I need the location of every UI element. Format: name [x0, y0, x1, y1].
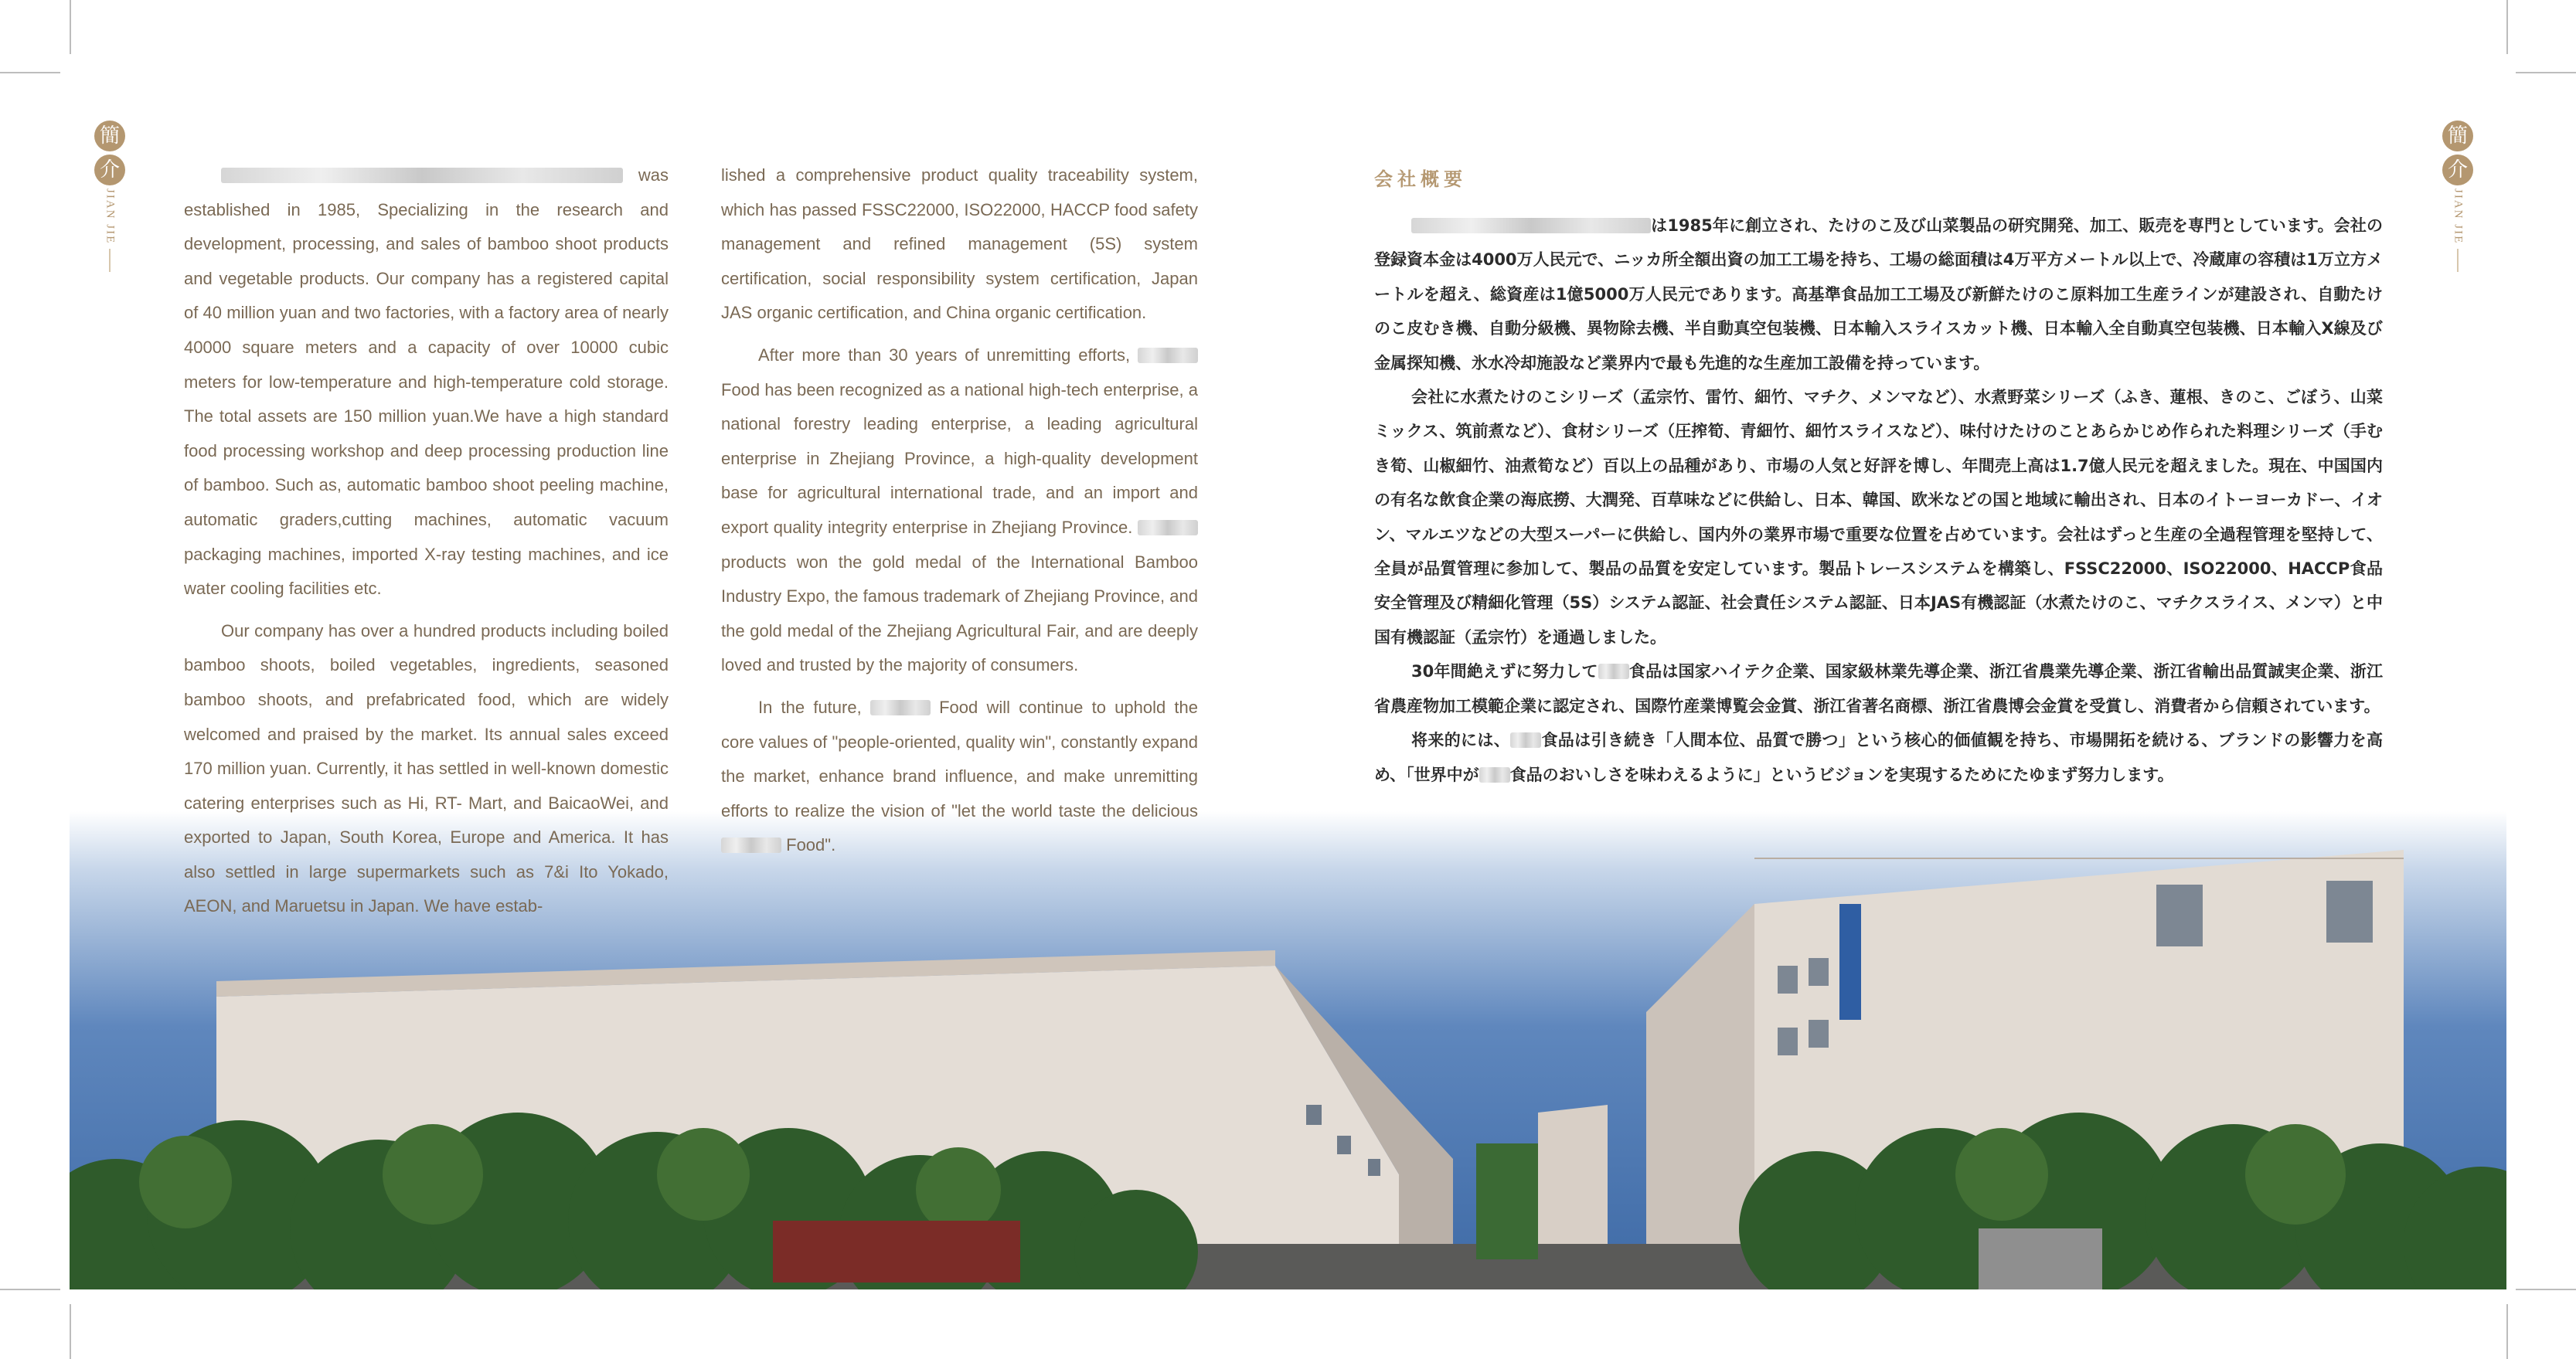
paragraph — [721, 691, 1198, 863]
redacted-company-name — [1138, 520, 1198, 535]
redacted-company-name — [1510, 732, 1541, 748]
paragraph: 会社に水煮たけのこシリーズ（孟宗竹、雷竹、細竹、マチク、メンマなど）、水煮野菜シリーズ（ふき、蓮根、きのこ、ごぼう、山菜ミックス、筑前煮など）、食材シリーズ（圧搾筍、青細竹、細竹スライスなど）、味付けたけのことあらかじめ作られた料理シリーズ（手むき筍、山椒細竹、油煮筍など）百以上の品種があり、市場の人気と好評を博し、年間売上高は1.7億人民元を超えました。現在、中国国内の有名な飲食企業の海底撈、大潤発、百草味などに供給し、日本、韓国、欧米などの国と地域に輸出され、日本のイトーヨーカドー、イオン、マルエツなどの大型スーパーに供給し、国内外の業界市場で重要な位置を占めています。会社はずっと生産の全過程管理を堅持して、全員が品質管理に参加して、製品の品質を安定しています。製品トレースシステムを構築し、FSSC22000、ISO22000、HACCP食品安全管理及び精細化管理（5S）システム認証、社会責任システム認証、日本JAS有機認証（水煮たけのこ、マチクスライス、メンマ）と中国有機認証（孟宗竹）を通過しました。 — [1374, 388, 2383, 647]
paragraph-text: After more than 30 years of unremitting efforts, — [758, 345, 1131, 365]
paragraph-text: 将来的には、 — [1411, 731, 1511, 750]
redacted-company-name — [1138, 348, 1198, 363]
redacted-company-name — [721, 837, 781, 853]
paragraph-text: Food will continue to uphold the core values of "people-oriented, quality win", constantly expand the market, enhance brand influence, and make unremitting efforts to realize the vision of "let the world taste the delicious — [721, 697, 1198, 820]
redacted-company-name — [1479, 767, 1510, 783]
paragraph-text: 食品は国家ハイテク企業、国家級林業先導企業、浙江省農業先導企業、浙江省輸出品質誠実企業、浙江省農産物加工模範企業に認定され、国際竹産業博覧会金賞、浙江省著名商標、浙江省農博会金賞を受賞し、消費者から信頼されています。 — [1374, 662, 2383, 715]
paragraph: Our company has over a hundred products including boiled bamboo shoots, boiled vegetables, ingredients, seasoned bamboo shoots, and prefabricated food, which are widely welcomed and praised by the market. Its annual sales exceed 170 million yuan. Currently, it has settled in well-known domestic catering enterprises such as Hi, RT- Mart, and BaicaoWei, and exported to Japan, South Korea, Europe and America. It has also settled in large supermarkets such as 7&i Ito Yokado, AEON, and Maruetsu in Japan. We have estab- — [184, 620, 669, 916]
crop-mark — [70, 1304, 71, 1359]
tab-subtitle: JIAN JIE — [104, 189, 117, 245]
seal-char: 介 — [2442, 155, 2473, 185]
crop-mark — [2516, 72, 2576, 73]
paragraph — [184, 158, 669, 606]
paragraph-text: 食品のおいしさを味わえるように」というビジョンを実現するためにたゆまず努力します。 — [1509, 765, 2174, 784]
crop-mark — [2516, 1289, 2576, 1290]
redacted-company-name — [221, 168, 623, 183]
paragraph — [1374, 654, 2383, 723]
paragraph — [1374, 723, 2383, 792]
redacted-company-name — [870, 700, 931, 715]
seal-char: 介 — [94, 155, 125, 185]
seal-char: 簡 — [94, 121, 125, 151]
paragraph-text: Food has been recognized as a national high-tech enterprise, a national forestry leading enterprise, a leading agricultural enterprise in Zhejiang Province, a high-quality development base for agricultural international trade, and an import and export quality integrity enterprise in Zhejiang Province. — [721, 379, 1198, 537]
tab-subtitle: JIAN JIE — [2452, 189, 2465, 245]
left-section-tab — [94, 121, 125, 277]
redacted-company-name — [1411, 218, 1651, 233]
paragraph-text: Food". — [786, 835, 836, 855]
english-column-1 — [184, 158, 669, 924]
crop-mark — [2506, 1304, 2508, 1359]
paragraph-text: 食品は引き続き「人間本位、品質で勝つ」という核心的価値観を持ち、市場開拓を続ける、ブランドの影響力を高め、「世界中が — [1374, 731, 2383, 784]
paragraph-text: In the future, — [758, 697, 862, 717]
paragraph — [721, 338, 1198, 683]
crop-mark — [70, 0, 71, 54]
japanese-column — [1374, 209, 2383, 792]
paragraph-text: 30年間絶えずに努力して — [1411, 662, 1598, 681]
crop-mark — [0, 72, 60, 73]
crop-mark — [2506, 0, 2508, 54]
paragraph-text: was established in 1985, Specializing in the research and development, processing, and sales of bamboo shoot products and vegetable products. Our company has a registered capital of 40 million yuan and two factories, with a factory area of nearly 40000 square meters and a capacity of over 10000 cubic meters for low-temperature and high-temperature cold storage. The total assets are 150 million yuan.We have a high standard food processing workshop and deep processing production line of bamboo. Such as, automatic bamboo shoot peeling machine, automatic graders,cutting machines, automatic vacuum packaging machines, imported X-ray testing machines, and ice water cooling facilities etc. — [184, 165, 669, 599]
paragraph-text: products won the gold medal of the International Bamboo Industry Expo, the famous trademark of Zhejiang Province, and the gold medal of the Zhejiang Agricultural Fair, and are deeply loved and trusted by the majority of consumers. — [721, 552, 1198, 675]
right-section-tab — [2442, 121, 2473, 277]
redacted-company-name — [1598, 664, 1629, 679]
paragraph — [1374, 209, 2383, 380]
paragraph: lished a comprehensive product quality traceability system, which has passed FSSC22000, ISO22000, HACCP food safety management and refined management (5S) system certification, social responsibility system certification, Japan JAS organic certification, and China organic certification. — [721, 165, 1198, 323]
section-heading: 会社概要 — [1374, 168, 1467, 190]
crop-mark — [0, 1289, 60, 1290]
seal-char: 簡 — [2442, 121, 2473, 151]
tab-divider — [2457, 249, 2459, 272]
paragraph-text: は1985年に創立され、たけのこ及び山菜製品の研究開発、加工、販売を専門としています。会社の登録資本金は4000万人民元で、ニッカ所全額出資の加工工場を持ち、工場の総面積は4万平方メートル以上で、冷蔵庫の容積は1万立方メートルを超え、総資産は1億5000万人民元であります。高基準食品加工工場及び新鮮たけのこ原料加工生産ラインが建設され、自動たけのこ皮むき機、自動分級機、異物除去機、半自動真空包装機、日本輸入スライスカット機、日本輸入全自動真空包装機、日本輸入X線及び金属探知機、氷水冷却施設など業界内で最も先進的な生産加工設備を持っています。 — [1374, 216, 2383, 372]
tab-divider — [109, 249, 111, 272]
english-column-2 — [721, 158, 1198, 863]
